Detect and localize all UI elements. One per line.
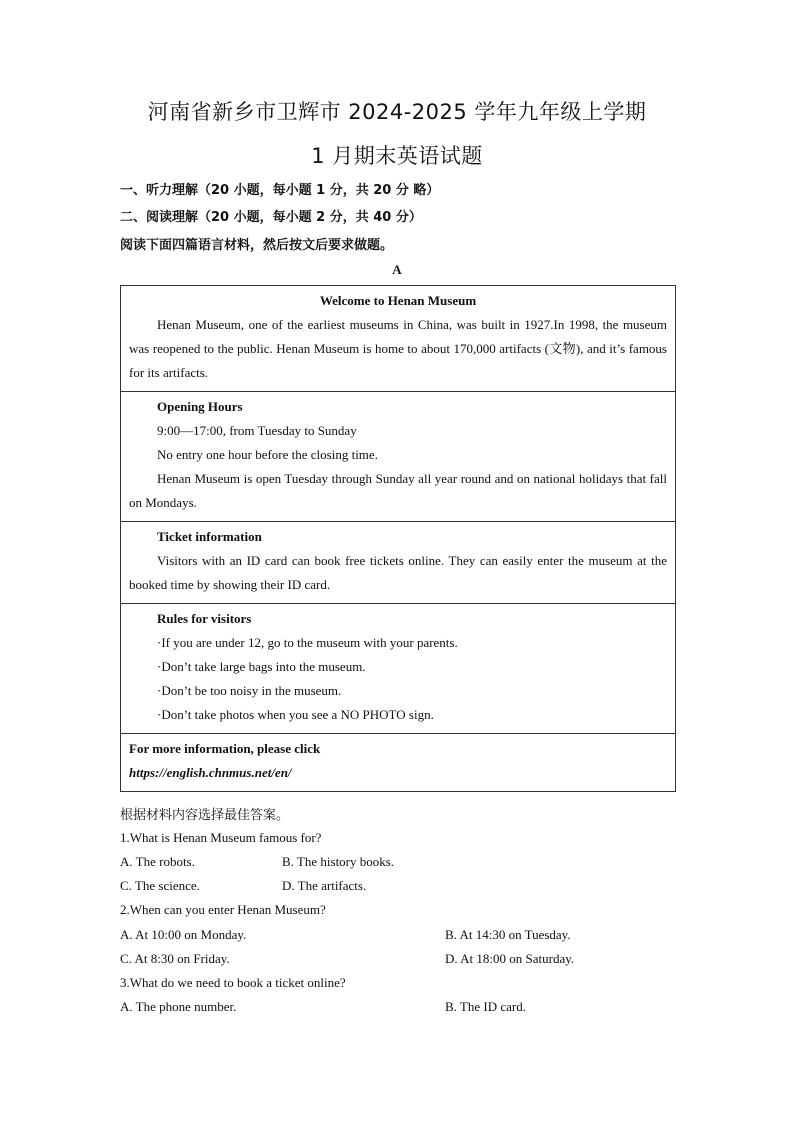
rules-cell [121,604,675,734]
exam-title-line1: 河南省新乡市卫辉市 2024-2025 学年九年级上学期 [147,100,647,124]
option-1b: B. The history books. [282,854,395,869]
question-stem: 1.What is Henan Museum famous for? [120,830,322,845]
option-2d: D. At 18:00 on Saturday. [445,951,575,966]
opening-hours-heading: Opening Hours [157,399,243,414]
rules-item: ·Don’t take photos when you see a NO PHOTO sign. [157,707,434,722]
passage-intro-cell [121,286,675,392]
ticket-info-text: Visitors with an ID card can book free tickets online. They can easily enter the museum at the booked time by showing their ID card. [129,553,667,592]
passage-intro: Henan Museum, one of the earliest museums in China, was built in 1927.In 1998, the museum was reopened to the public. Henan Museum is home to about 170,000 artifacts (文物), and it’s famous for its artifacts. [129,317,667,380]
option-2c: C. At 8:30 on Friday. [120,951,230,966]
ticket-info-heading: Ticket information [157,529,262,544]
option-2b: B. At 14:30 on Tuesday. [445,927,571,942]
rules-item: ·If you are under 12, go to the museum with your parents. [157,635,458,650]
option-1d: D. The artifacts. [282,878,367,893]
passage-letter: A [392,262,402,277]
question-stem: 3.What do we need to book a ticket online? [120,975,346,990]
option-1a: A. The robots. [120,854,195,869]
rules-item: ·Don’t be too noisy in the museum. [157,683,342,698]
option-3a: A. The phone number. [120,999,237,1014]
section-reading: 二、阅读理解（20 小题，每小题 2 分，共 40 分） [120,210,422,225]
passage-box [120,285,676,792]
opening-hours-line3: Henan Museum is open Tuesday through Sunday all year round and on national holidays that fall on Mondays. [129,471,667,510]
opening-hours-line2: No entry one hour before the closing time. [157,447,378,462]
rules-item: ·Don’t take large bags into the museum. [157,659,366,674]
more-info-link[interactable]: https://english.chnmus.net/en/ [129,765,292,780]
option-1c: C. The science. [120,878,200,893]
option-3b: B. The ID card. [445,999,526,1014]
section-listening: 一、听力理解（20 小题，每小题 1 分，共 20 分 略） [120,183,440,198]
opening-hours-line1: 9:00—17:00, from Tuesday to Sunday [157,423,357,438]
option-2a: A. At 10:00 on Monday. [120,927,247,942]
question-stem: 2.When can you enter Henan Museum? [120,902,326,917]
exam-title-line2: 1 月期末英语试题 [311,144,483,168]
rules-heading: Rules for visitors [157,611,252,626]
more-info-cell [121,734,675,791]
opening-hours-cell [121,392,675,522]
questions-instruction: 根据材料内容选择最佳答案。 [120,808,290,823]
section-instruction: 阅读下面四篇语言材料，然后按文后要求做题。 [120,238,394,253]
ticket-info-cell [121,522,675,604]
more-info-label: For more information, please click [129,741,321,756]
passage-title: Welcome to Henan Museum [319,293,477,308]
